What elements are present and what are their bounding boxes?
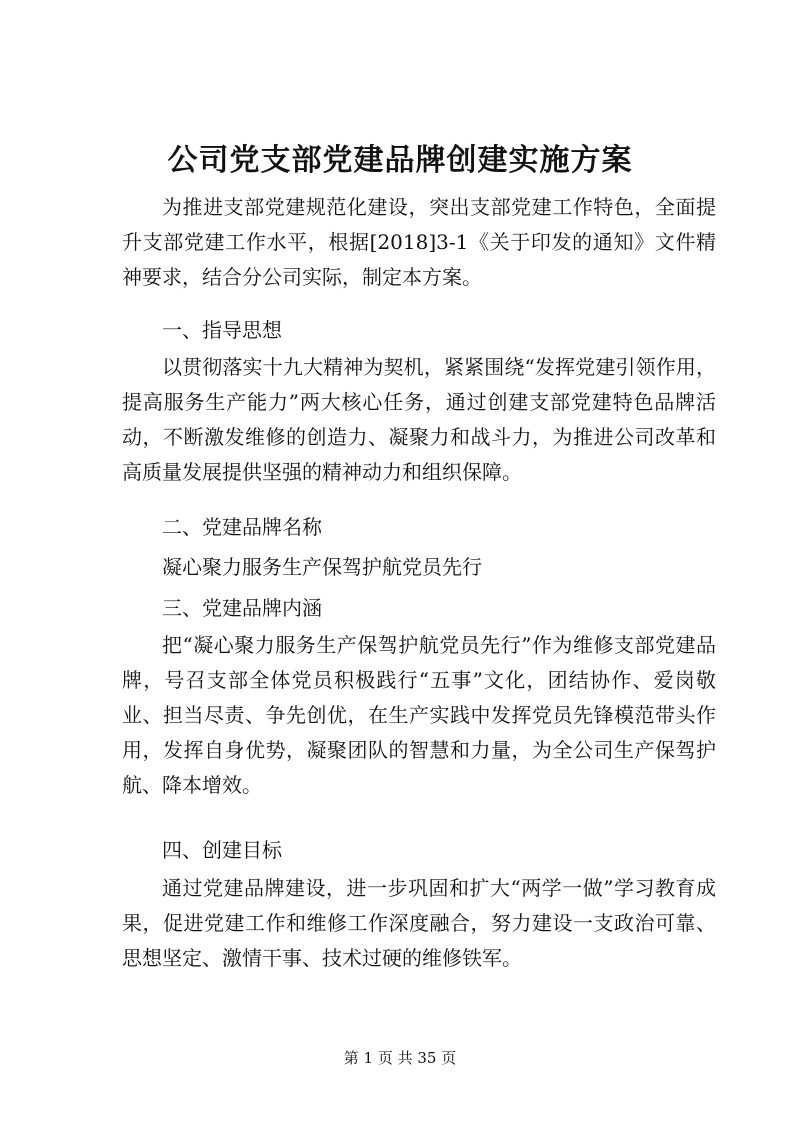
page-number-footer: 第 1 页 共 35 页 <box>343 1049 457 1067</box>
section-heading-brand-name: 二、党建品牌名称 <box>162 515 322 539</box>
section-heading-brand-connotation: 三、党建品牌内涵 <box>162 596 322 620</box>
document-title: 公司党支部党建品牌创建实施方案 <box>167 143 633 178</box>
guiding-ideology-paragraph: 以贯彻落实十九大精神为契机，紧紧围绕“发挥党建引领作用，提高服务生产能力”两大核心任务，通过创建支部党建特色品牌活动，不断激发维修的创造力、凝聚力和战斗力，为推进公司改革和高质量发展提供坚强的精神动力和组织保障。 <box>122 355 716 484</box>
section-heading-guiding-ideology: 一、指导思想 <box>162 318 282 342</box>
goals-paragraph: 通过党建品牌建设，进一步巩固和扩大“两学一做”学习教育成果，促进党建工作和维修工作深度融合，努力建设一支政治可靠、思想坚定、激情干事、技术过硬的维修铁军。 <box>122 876 716 970</box>
intro-paragraph: 为推进支部党建规范化建设，突出支部党建工作特色，全面提升支部党建工作水平，根据[2018]3-1《关于印发的通知》文件精神要求，结合分公司实际，制定本方案。 <box>122 195 716 289</box>
brand-connotation-paragraph: 把“凝心聚力服务生产保驾护航党员先行”作为维修支部党建品牌，号召支部全体党员积极践行“五事”文化，团结协作、爱岗敬业、担当尽责、争先创优，在生产实践中发挥党员先锋模范带头作用，发挥自身优势，凝聚团队的智慧和力量，为全公司生产保驾护航、降本增效。 <box>122 633 716 797</box>
section-heading-goals: 四、创建目标 <box>162 838 282 862</box>
brand-name-paragraph: 凝心聚力服务生产保驾护航党员先行 <box>162 555 482 579</box>
